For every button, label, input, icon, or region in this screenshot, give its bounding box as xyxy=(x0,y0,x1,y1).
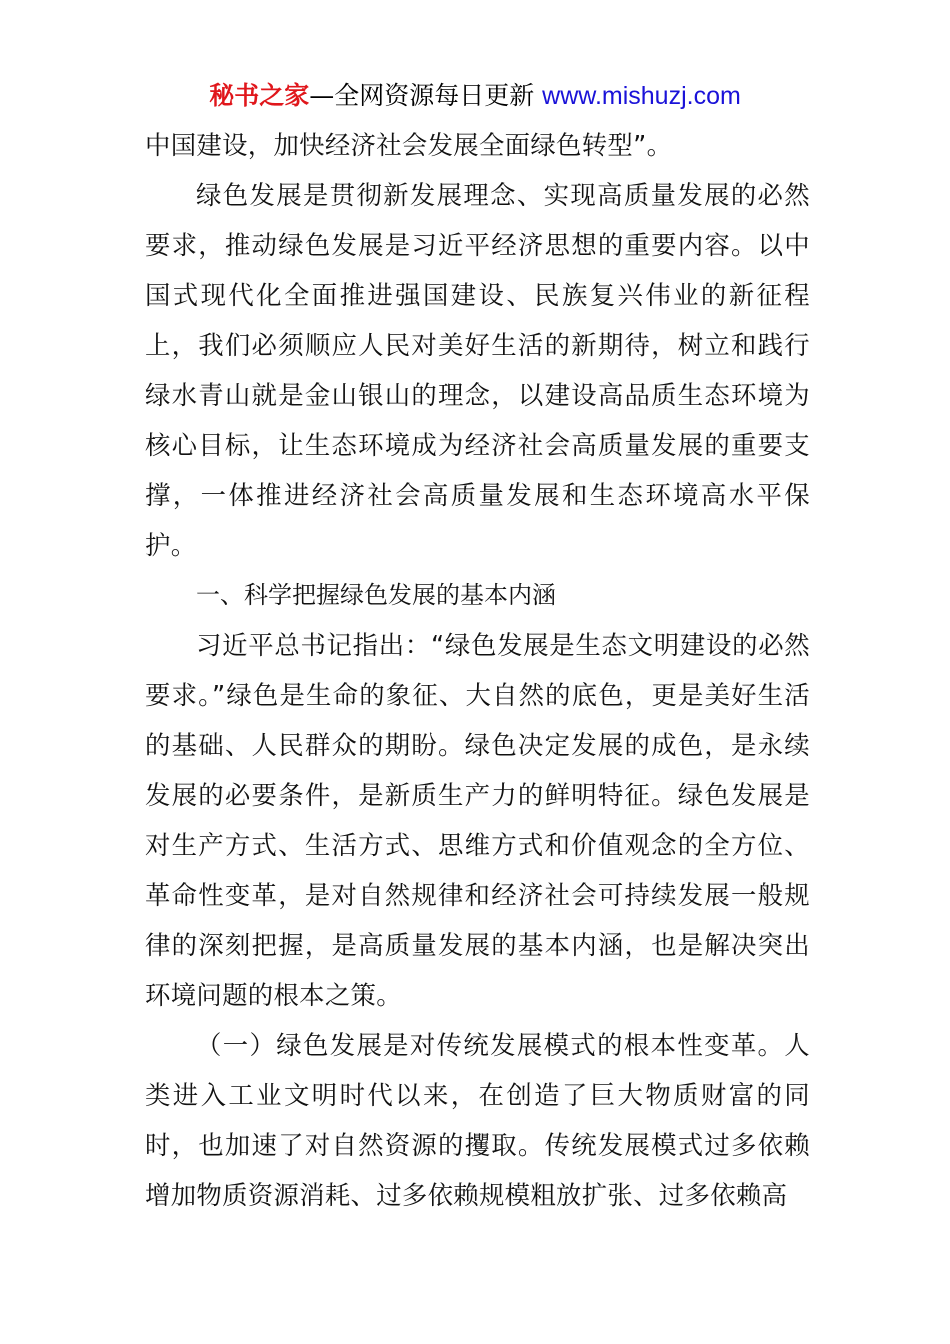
paragraph-continuation: 中国建设，加快经济社会发展全面绿色转型”。 xyxy=(145,130,673,160)
site-brand: 秘书之家 xyxy=(209,81,310,110)
section-heading: 一、科学把握绿色发展的基本内涵 xyxy=(196,581,556,609)
document-body xyxy=(145,120,810,1220)
paragraph-intro: 绿色发展是贯彻新发展理念、实现高质量发展的必然要求，推动绿色发展是习近平经济思想的重要内容。以中国式现代化全面推进强国建设、民族复兴伟业的新征程上，我们必须顺应人民对美好生活的新期待，树立和践行绿水青山就是金山银山的理念，以建设高品质生态环境为核心目标，让生态环境成为经济社会高质量发展的重要支撑，一体推进经济社会高质量发展和生态环境高水平保护。 xyxy=(145,180,810,560)
paragraph-subsection-1: （一）绿色发展是对传统发展模式的根本性变革。人类进入工业文明时代以来，在创造了巨大物质财富的同时，也加速了对自然资源的攫取。传统发展模式过多依赖增加物质资源消耗、过多依赖规模粗放扩张、过多依赖高 xyxy=(145,1030,810,1210)
site-tagline: —全网资源每日更新 xyxy=(309,81,543,110)
paragraph-quote: 习近平总书记指出：“绿色发展是生态文明建设的必然要求。”绿色是生命的象征、大自然的底色，更是美好生活的基础、人民群众的期盼。绿色决定发展的成色，是永续发展的必要条件，是新质生产力的鲜明特征。绿色发展是对生产方式、生活方式、思维方式和价值观念的全方位、革命性变革，是对自然规律和经济社会可持续发展一般规律的深刻把握，是高质量发展的基本内涵，也是解决突出环境问题的根本之策。 xyxy=(145,630,810,1010)
site-header xyxy=(0,80,950,112)
site-url[interactable]: www.mishuzj.com xyxy=(542,82,741,110)
